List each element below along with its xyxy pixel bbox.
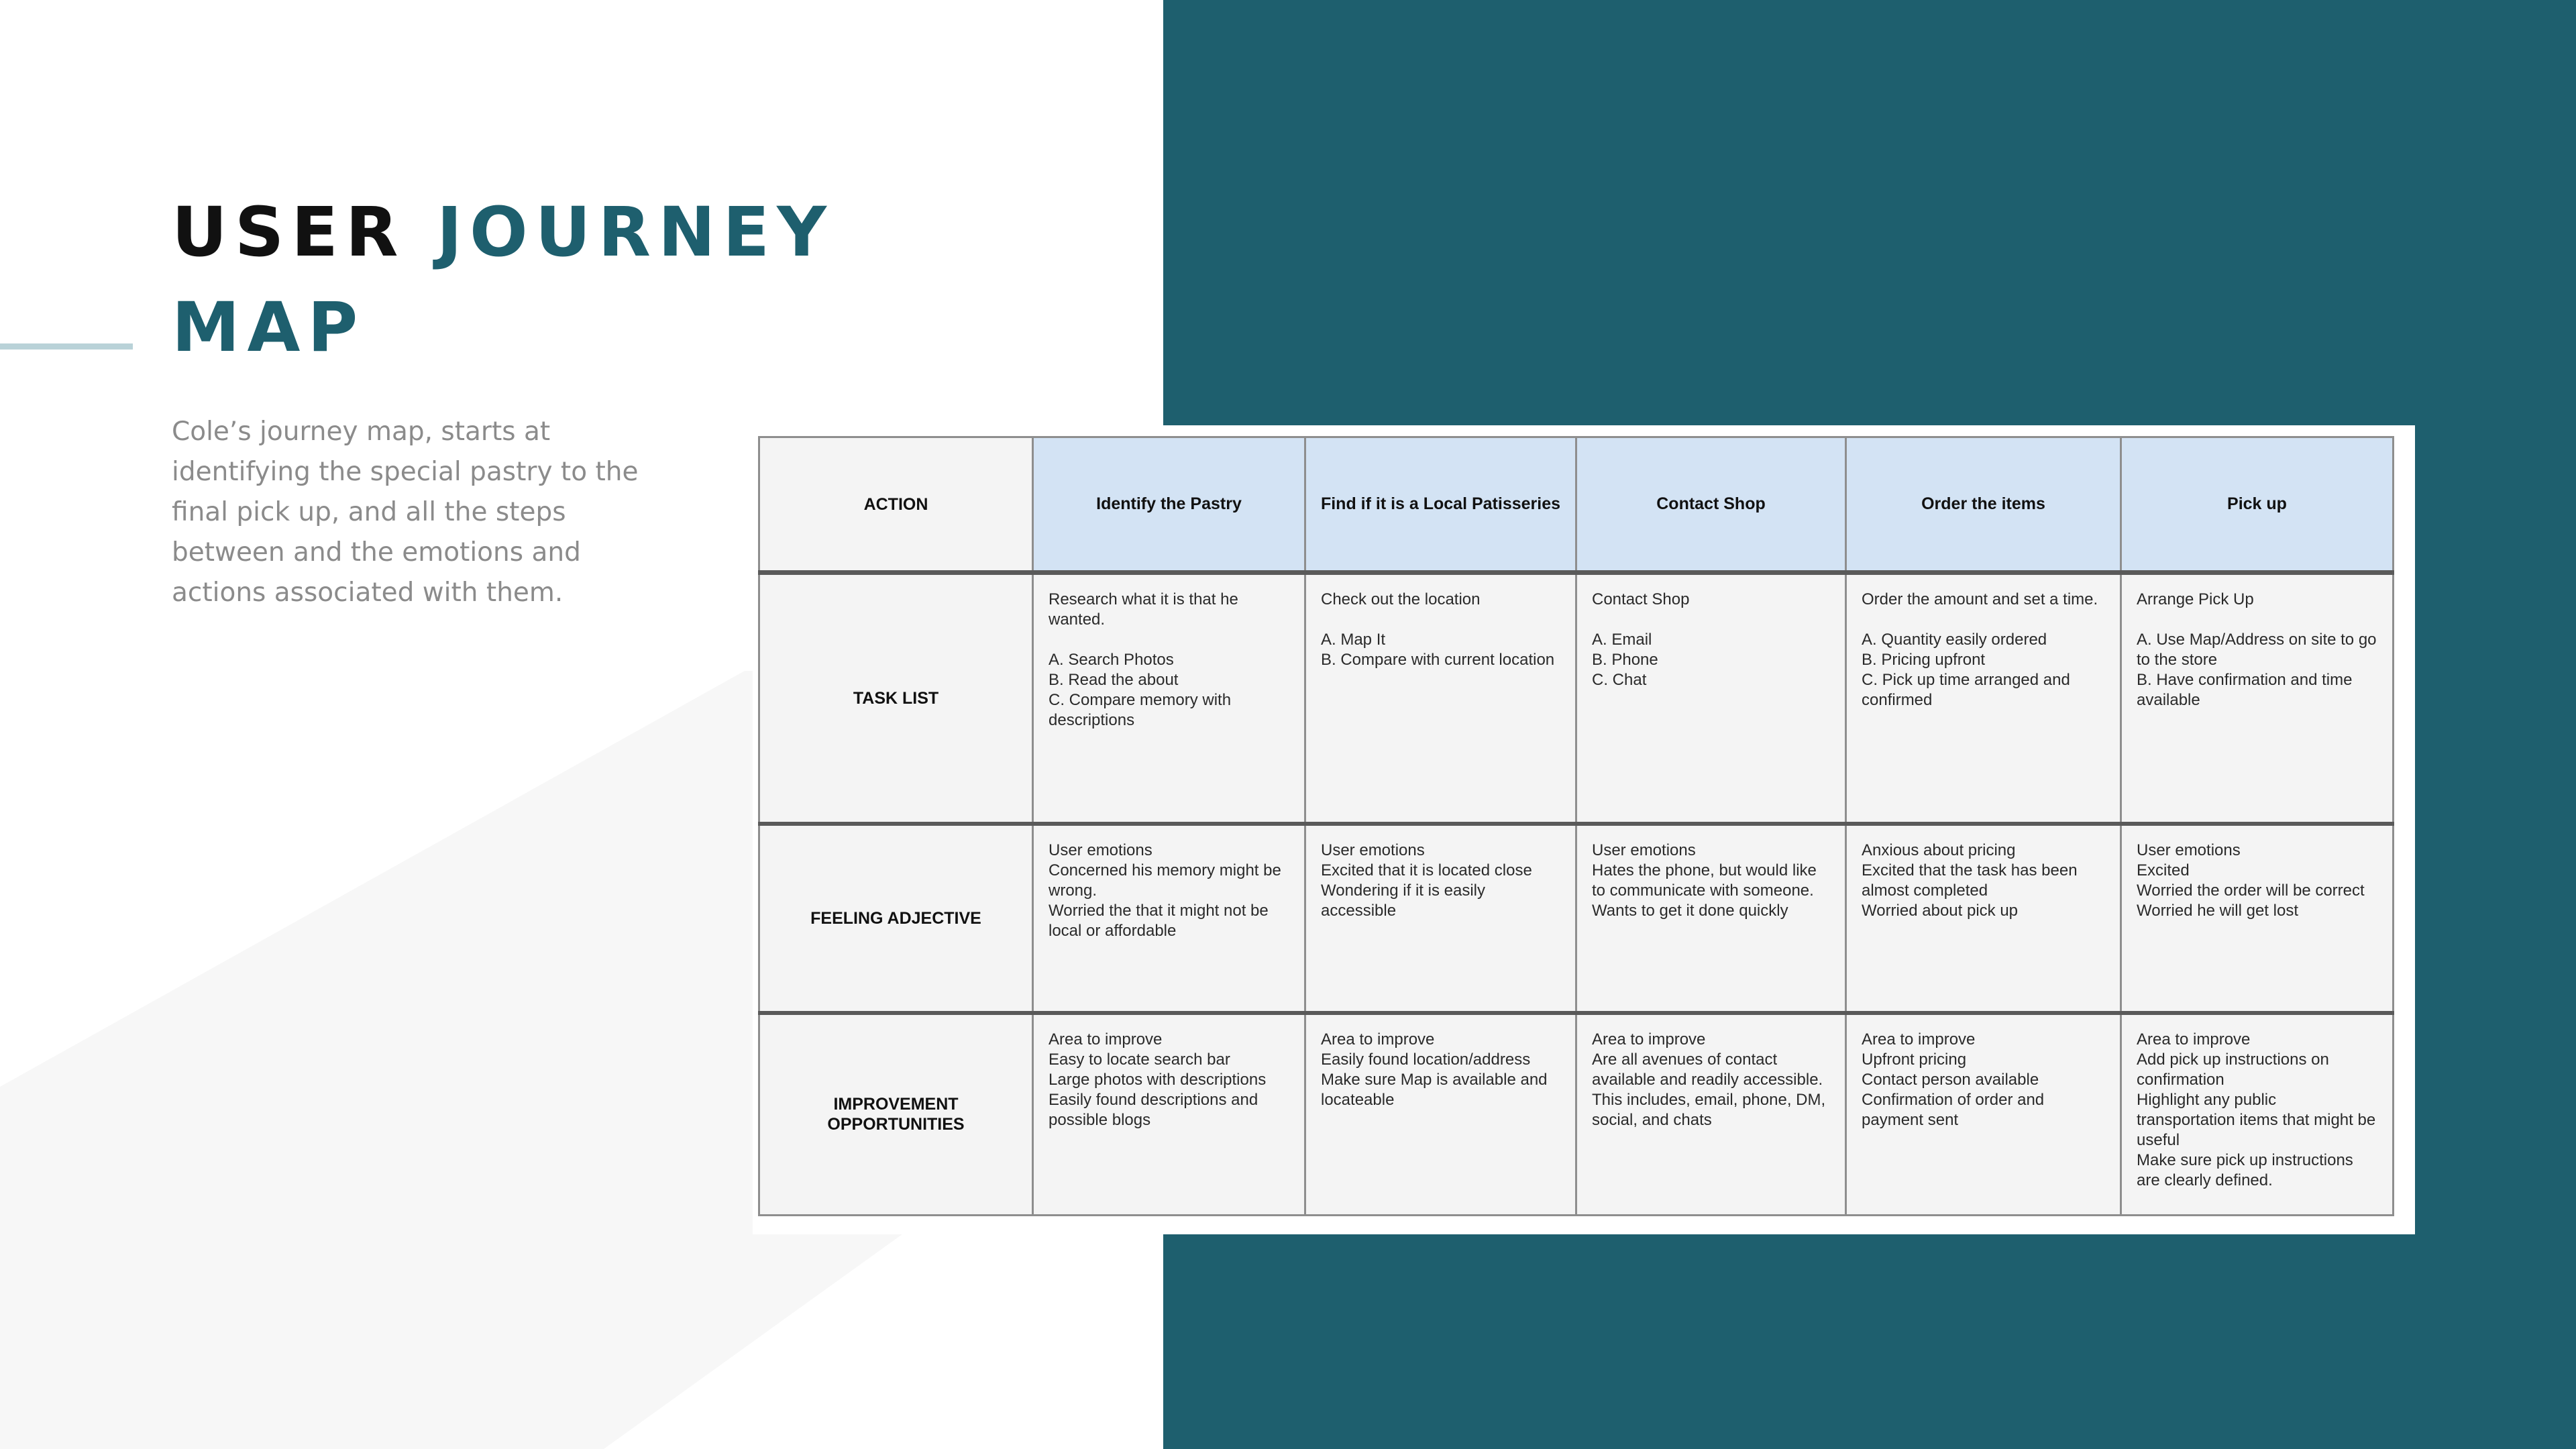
page-description: Cole’s journey map, starts at identifying the special pastry to the final pick up, and all the steps between and the emotions and actions associated with them.	[172, 417, 639, 608]
table-row-feeling-adjective	[759, 824, 2394, 1013]
row-label: FEELING ADJECTIVE	[759, 824, 1033, 1013]
row-label: IMPROVEMENT OPPORTUNITIES	[759, 1013, 1033, 1216]
journey-map-table	[758, 436, 2394, 1216]
table-row-improvement-opportunities	[759, 1013, 2394, 1216]
table-cell: Area to improve Are all avenues of contact available and readily accessible. This includes, email, phone, DM, social, and chats	[1576, 1013, 1846, 1216]
table-header-row	[759, 437, 2394, 573]
table-cell: Check out the location A. Map It B. Compare with current location	[1305, 573, 1576, 824]
table-cell: Area to improve Easily found location/address Make sure Map is available and locateable	[1305, 1013, 1576, 1216]
table-cell: Order the amount and set a time. A. Quantity easily ordered B. Pricing upfront C. Pick up time arranged and confirmed	[1846, 573, 2121, 824]
table-cell: Area to improve Upfront pricing Contact person available Confirmation of order and payment sent	[1846, 1013, 2121, 1216]
title-word-user: USER	[172, 193, 406, 272]
title-accent-line	[0, 343, 133, 350]
title-word-journey: JOURNEY	[437, 193, 834, 272]
table-cell: Contact Shop A. Email B. Phone C. Chat	[1576, 573, 1846, 824]
stage-header: Contact Shop	[1576, 437, 1846, 573]
stage-header: Order the items	[1846, 437, 2121, 573]
table-cell: Arrange Pick Up A. Use Map/Address on site to go to the store B. Have confirmation and time available	[2121, 573, 2394, 824]
row-label: TASK LIST	[759, 573, 1033, 824]
table-cell: Area to improve Add pick up instructions on confirmation Highlight any public transportation items that might be useful Make sure pick up instructions are clearly defined.	[2121, 1013, 2394, 1216]
stage-header: Find if it is a Local Patisseries	[1305, 437, 1576, 573]
table-cell: Research what it is that he wanted. A. Search Photos B. Read the about C. Compare memory with descriptions	[1033, 573, 1305, 824]
table-cell: User emotions Hates the phone, but would like to communicate with someone. Wants to get it done quickly	[1576, 824, 1846, 1013]
journey-map-table-card	[753, 425, 2415, 1234]
stage-header: Identify the Pastry	[1033, 437, 1305, 573]
table-row-task-list	[759, 573, 2394, 824]
table-cell: User emotions Concerned his memory might be wrong. Worried the that it might not be local or affordable	[1033, 824, 1305, 1013]
title-word-map: MAP	[172, 288, 366, 368]
table-cell: Area to improve Easy to locate search bar Large photos with descriptions Easily found descriptions and possible blogs	[1033, 1013, 1305, 1216]
table-cell: User emotions Excited Worried the order will be correct Worried he will get lost	[2121, 824, 2394, 1013]
stage-header: Pick up	[2121, 437, 2394, 573]
page-title	[172, 185, 834, 376]
table-cell: Anxious about pricing Excited that the task has been almost completed Worried about pick up	[1846, 824, 2121, 1013]
table-cell: User emotions Excited that it is located close Wondering if it is easily accessible	[1305, 824, 1576, 1013]
header-action-label: ACTION	[759, 437, 1033, 573]
